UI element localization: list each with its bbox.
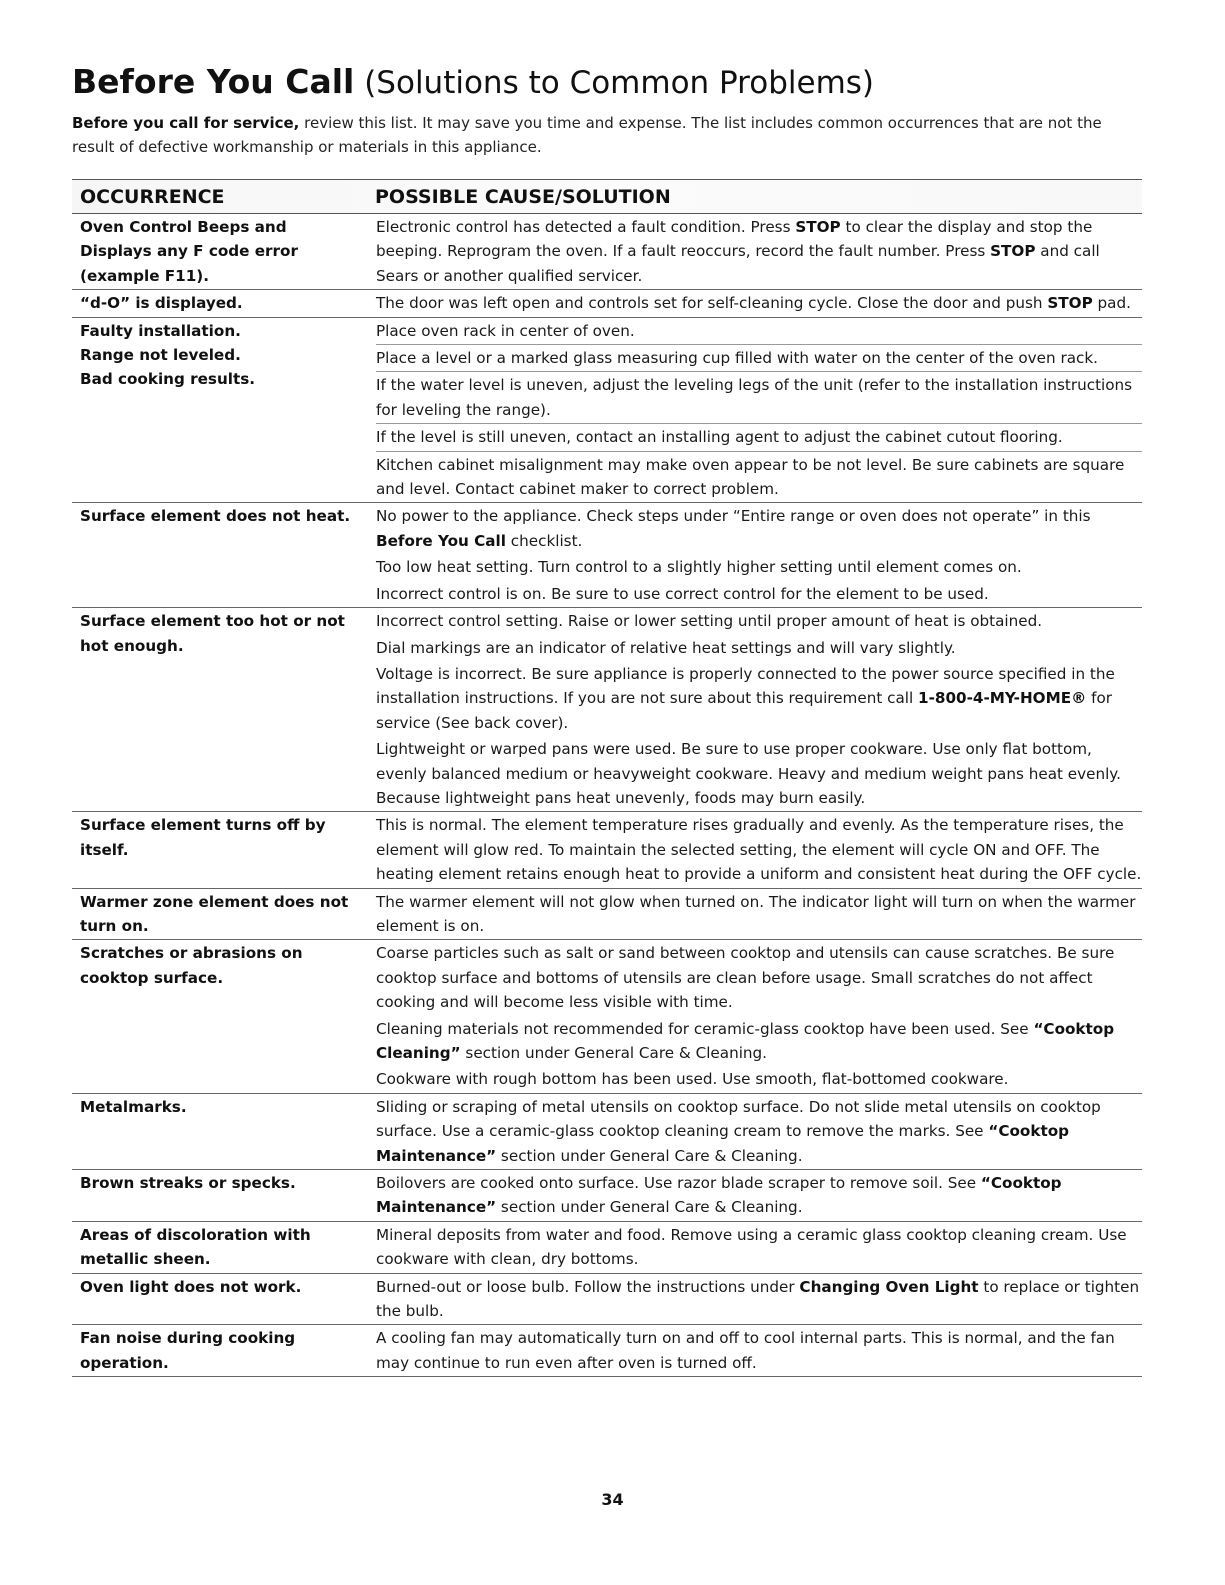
solution-text: and call Sears or another qualified servicer. [376, 242, 1100, 285]
solution-cell [376, 1170, 1142, 1221]
solution-text: section under General Care & Cleaning. [496, 1198, 803, 1217]
solution-emphasis: Changing Oven Light [799, 1277, 979, 1296]
occurrence-line: Surface element too hot or not [80, 612, 345, 631]
occurrence-cell [72, 1170, 376, 1221]
solution-emphasis: Before You Call [376, 531, 506, 550]
solution-text: If the level is still uneven, contact an installing agent to adjust the cabinet cutout flooring. [376, 428, 1063, 447]
table-row [72, 1325, 1142, 1377]
occurrence-cell [72, 214, 376, 289]
table-row [72, 940, 1142, 1093]
solution-text: Kitchen cabinet misalignment may make oven appear to be not level. Be sure cabinets are square and level. Contact cabinet maker to correct problem. [376, 455, 1125, 499]
solution-cell [376, 214, 1142, 289]
solution-text: Mineral deposits from water and food. Remove using a ceramic glass cooktop cleaning cream. Use cookware with clean, dry bottoms. [376, 1225, 1127, 1269]
occurrence-line: metallic sheen. [80, 1250, 211, 1269]
solution-text: This is normal. The element temperature rises gradually and evenly. As the temperature rises, the element will glow red. To maintain the selected setting, the element will cycle ON and OFF. The heating element retains enough heat to provide a uniform and consistent heat during the OFF cycle. [376, 816, 1142, 884]
page-title [72, 62, 1142, 103]
solution-cell [376, 1274, 1142, 1325]
solution-emphasis: STOP [1047, 294, 1093, 313]
solution-paragraph [376, 1222, 1142, 1273]
table-row [72, 1170, 1142, 1222]
solution-text: Cookware with rough bottom has been used. Use smooth, flat-bottomed cookware. [376, 1070, 1009, 1089]
solution-cell [376, 608, 1142, 811]
solution-text: Sliding or scraping of metal utensils on cooktop surface. Do not slide metal utensils on cooktop surface. Use a ceramic-glass cooktop cleaning cream to remove the marks. See [376, 1097, 1101, 1141]
occurrence-line: Scratches or abrasions on [80, 944, 303, 963]
title-subtitle: (Solutions to Common Problems) [364, 65, 875, 101]
solution-paragraph [376, 1094, 1142, 1169]
occurrence-cell [72, 889, 376, 940]
occurrence-line: Surface element turns off by [80, 816, 326, 835]
solution-emphasis: STOP [795, 218, 841, 236]
solution-text: Electronic control has detected a fault condition. Press [376, 218, 796, 236]
table-row [72, 1222, 1142, 1274]
solution-cell [376, 290, 1142, 316]
solution-paragraph [376, 661, 1142, 736]
solution-text: Place a level or a marked glass measuring cup filled with water on the center of the oven rack. [376, 349, 1098, 368]
occurrence-cell [72, 1274, 376, 1325]
solution-text: pad. [1092, 294, 1131, 313]
title-main: Before You Call [72, 62, 355, 101]
solution-text: section under General Care & Cleaning. [460, 1044, 768, 1062]
solution-emphasis: “Cooktop Maintenance” [376, 1174, 1062, 1217]
solution-emphasis: “Cooktop Maintenance” [376, 1122, 1070, 1165]
occurrence-line: (example F11). [80, 266, 209, 285]
solution-text: The warmer element will not glow when turned on. The indicator light will turn on when the warmer element is on. [376, 892, 1136, 935]
occurrence-line: Faulty installation. [80, 321, 241, 340]
occurrence-line: Oven Control Beeps and [80, 218, 287, 236]
solution-paragraph [376, 318, 1142, 344]
solution-paragraph [376, 581, 1142, 607]
occurrence-line: Fan noise during cooking [80, 1329, 296, 1348]
solution-text: Burned-out or loose bulb. Follow the instructions under [376, 1277, 800, 1296]
occurrence-line: operation. [80, 1353, 169, 1372]
troubleshooting-table [72, 214, 1142, 1377]
occurrence-line: Displays any F code error [80, 242, 298, 261]
solution-paragraph [376, 889, 1142, 940]
solution-text: Boilovers are cooked onto surface. Use razor blade scraper to remove soil. See [376, 1174, 981, 1193]
table-row [72, 1274, 1142, 1326]
solution-cell [376, 940, 1142, 1092]
occurrence-line: cooktop surface. [80, 968, 224, 987]
occurrence-cell [72, 1325, 376, 1376]
occurrence-line: turn on. [80, 916, 149, 935]
solution-paragraph [376, 503, 1142, 554]
table-row [72, 889, 1142, 941]
solution-text: If the water level is uneven, adjust the leveling legs of the unit (refer to the installation instructions for leveling the range). [376, 376, 1133, 419]
solution-paragraph [376, 1274, 1142, 1325]
solution-paragraph [376, 1325, 1142, 1376]
solution-text: Coarse particles such as salt or sand between cooktop and utensils can cause scratches. Be sure cooktop surface and bottoms of utensils are clean before usage. Small scratches do not affect cooking and will become less visible with time. [376, 944, 1115, 1012]
solution-text: Too low heat setting. Turn control to a slightly higher setting until element comes on. [376, 558, 1022, 577]
occurrence-cell [72, 1094, 376, 1169]
table-row [72, 608, 1142, 812]
solution-paragraph [376, 608, 1142, 634]
solution-cell [376, 1094, 1142, 1169]
occurrence-cell [72, 1222, 376, 1273]
occurrence-line: hot enough. [80, 636, 184, 655]
solution-text: to clear the display and stop the beeping. Reprogram the oven. If a fault reoccurs, record the fault number. Press [376, 218, 1093, 261]
solution-text: Incorrect control setting. Raise or lower setting until proper amount of heat is obtained. [376, 612, 1043, 631]
occurrence-cell [72, 503, 376, 607]
column-header-solution: POSSIBLE CAUSE/SOLUTION [375, 185, 671, 208]
occurrence-line: Warmer zone element does not [80, 892, 349, 911]
table-header [72, 179, 1142, 214]
intro-paragraph [72, 111, 1142, 159]
solution-emphasis: 1-800-4-MY-HOME® [918, 689, 1087, 708]
table-row [72, 503, 1142, 608]
occurrence-cell [72, 608, 376, 811]
solution-text: Lightweight or warped pans were used. Be sure to use proper cookware. Use only flat bottom, evenly balanced medium or heavyweight cookware. Heavy and medium weight pans heat evenly. Because lightweight pans heat unevenly, foods may burn easily. [376, 740, 1121, 807]
occurrence-line: “d-O” is displayed. [80, 294, 243, 313]
occurrence-line: Metalmarks. [80, 1097, 187, 1116]
occurrence-line: Areas of discoloration with [80, 1225, 311, 1244]
solution-paragraph [376, 1016, 1142, 1067]
solution-cell [376, 889, 1142, 940]
solution-paragraph [376, 344, 1142, 371]
solution-text: section under General Care & Cleaning. [496, 1146, 803, 1165]
solution-paragraph [376, 214, 1142, 289]
occurrence-cell [72, 318, 376, 503]
solution-text: Cleaning materials not recommended for ceramic-glass cooktop have been used. See [376, 1019, 1034, 1038]
solution-text: for service (See back cover). [376, 689, 1112, 732]
occurrence-cell [72, 812, 376, 887]
solution-text: Voltage is incorrect. Be sure appliance is properly connected to the power source specified in the installation instructions. If you are not sure about this requirement call [376, 664, 1115, 708]
page-number: 34 [601, 1490, 624, 1509]
solution-paragraph [376, 371, 1142, 423]
solution-cell [376, 812, 1142, 887]
solution-paragraph [376, 1170, 1142, 1221]
solution-text: to replace or tighten the bulb. [376, 1277, 1140, 1321]
occurrence-line: Surface element does not heat. [80, 507, 351, 526]
occurrence-line: Range not leveled. [80, 346, 241, 365]
solution-paragraph [376, 812, 1142, 887]
occurrence-line: Oven light does not work. [80, 1277, 302, 1296]
table-row [72, 214, 1142, 290]
solution-paragraph [376, 635, 1142, 661]
solution-text: No power to the appliance. Check steps under “Entire range or oven does not operate” in this [376, 507, 1091, 526]
solution-text: Incorrect control is on. Be sure to use correct control for the element to be used. [376, 584, 989, 603]
solution-cell [376, 1325, 1142, 1376]
solution-text: The door was left open and controls set for self-cleaning cycle. Close the door and push [376, 294, 1048, 313]
table-row [72, 290, 1142, 317]
occurrence-cell [72, 290, 376, 316]
table-row [72, 812, 1142, 888]
solution-text: A cooling fan may automatically turn on and off to cool internal parts. This is normal, and the fan may continue to run even after oven is turned off. [376, 1329, 1115, 1372]
solution-paragraph [376, 451, 1142, 503]
solution-text: checklist. [505, 531, 583, 550]
intro-text: review this list. It may save you time and expense. The list includes common occurrences that are not the result of defective workmanship or materials in this appliance. [72, 114, 1102, 156]
occurrence-line: itself. [80, 840, 129, 859]
table-row [72, 1094, 1142, 1170]
solution-paragraph [376, 290, 1142, 316]
occurrence-cell [72, 940, 376, 1092]
solution-paragraph [376, 1066, 1142, 1092]
solution-emphasis: “Cooktop Cleaning” [376, 1019, 1115, 1062]
solution-paragraph [376, 940, 1142, 1015]
intro-lead: Before you call for service, [72, 114, 300, 132]
occurrence-line: Brown streaks or specks. [80, 1174, 296, 1193]
page [72, 62, 1142, 1377]
solution-paragraph [376, 736, 1142, 811]
solution-text: Dial markings are an indicator of relative heat settings and will vary slightly. [376, 638, 956, 657]
solution-cell [376, 318, 1142, 503]
solution-cell [376, 1222, 1142, 1273]
solution-paragraph [376, 554, 1142, 580]
column-header-occurrence: OCCURRENCE [80, 185, 225, 208]
solution-emphasis: STOP [990, 242, 1036, 261]
solution-text: Place oven rack in center of oven. [376, 321, 635, 340]
occurrence-line: Bad cooking results. [80, 370, 256, 389]
table-row [72, 318, 1142, 504]
solution-paragraph [376, 423, 1142, 450]
solution-cell [376, 503, 1142, 607]
